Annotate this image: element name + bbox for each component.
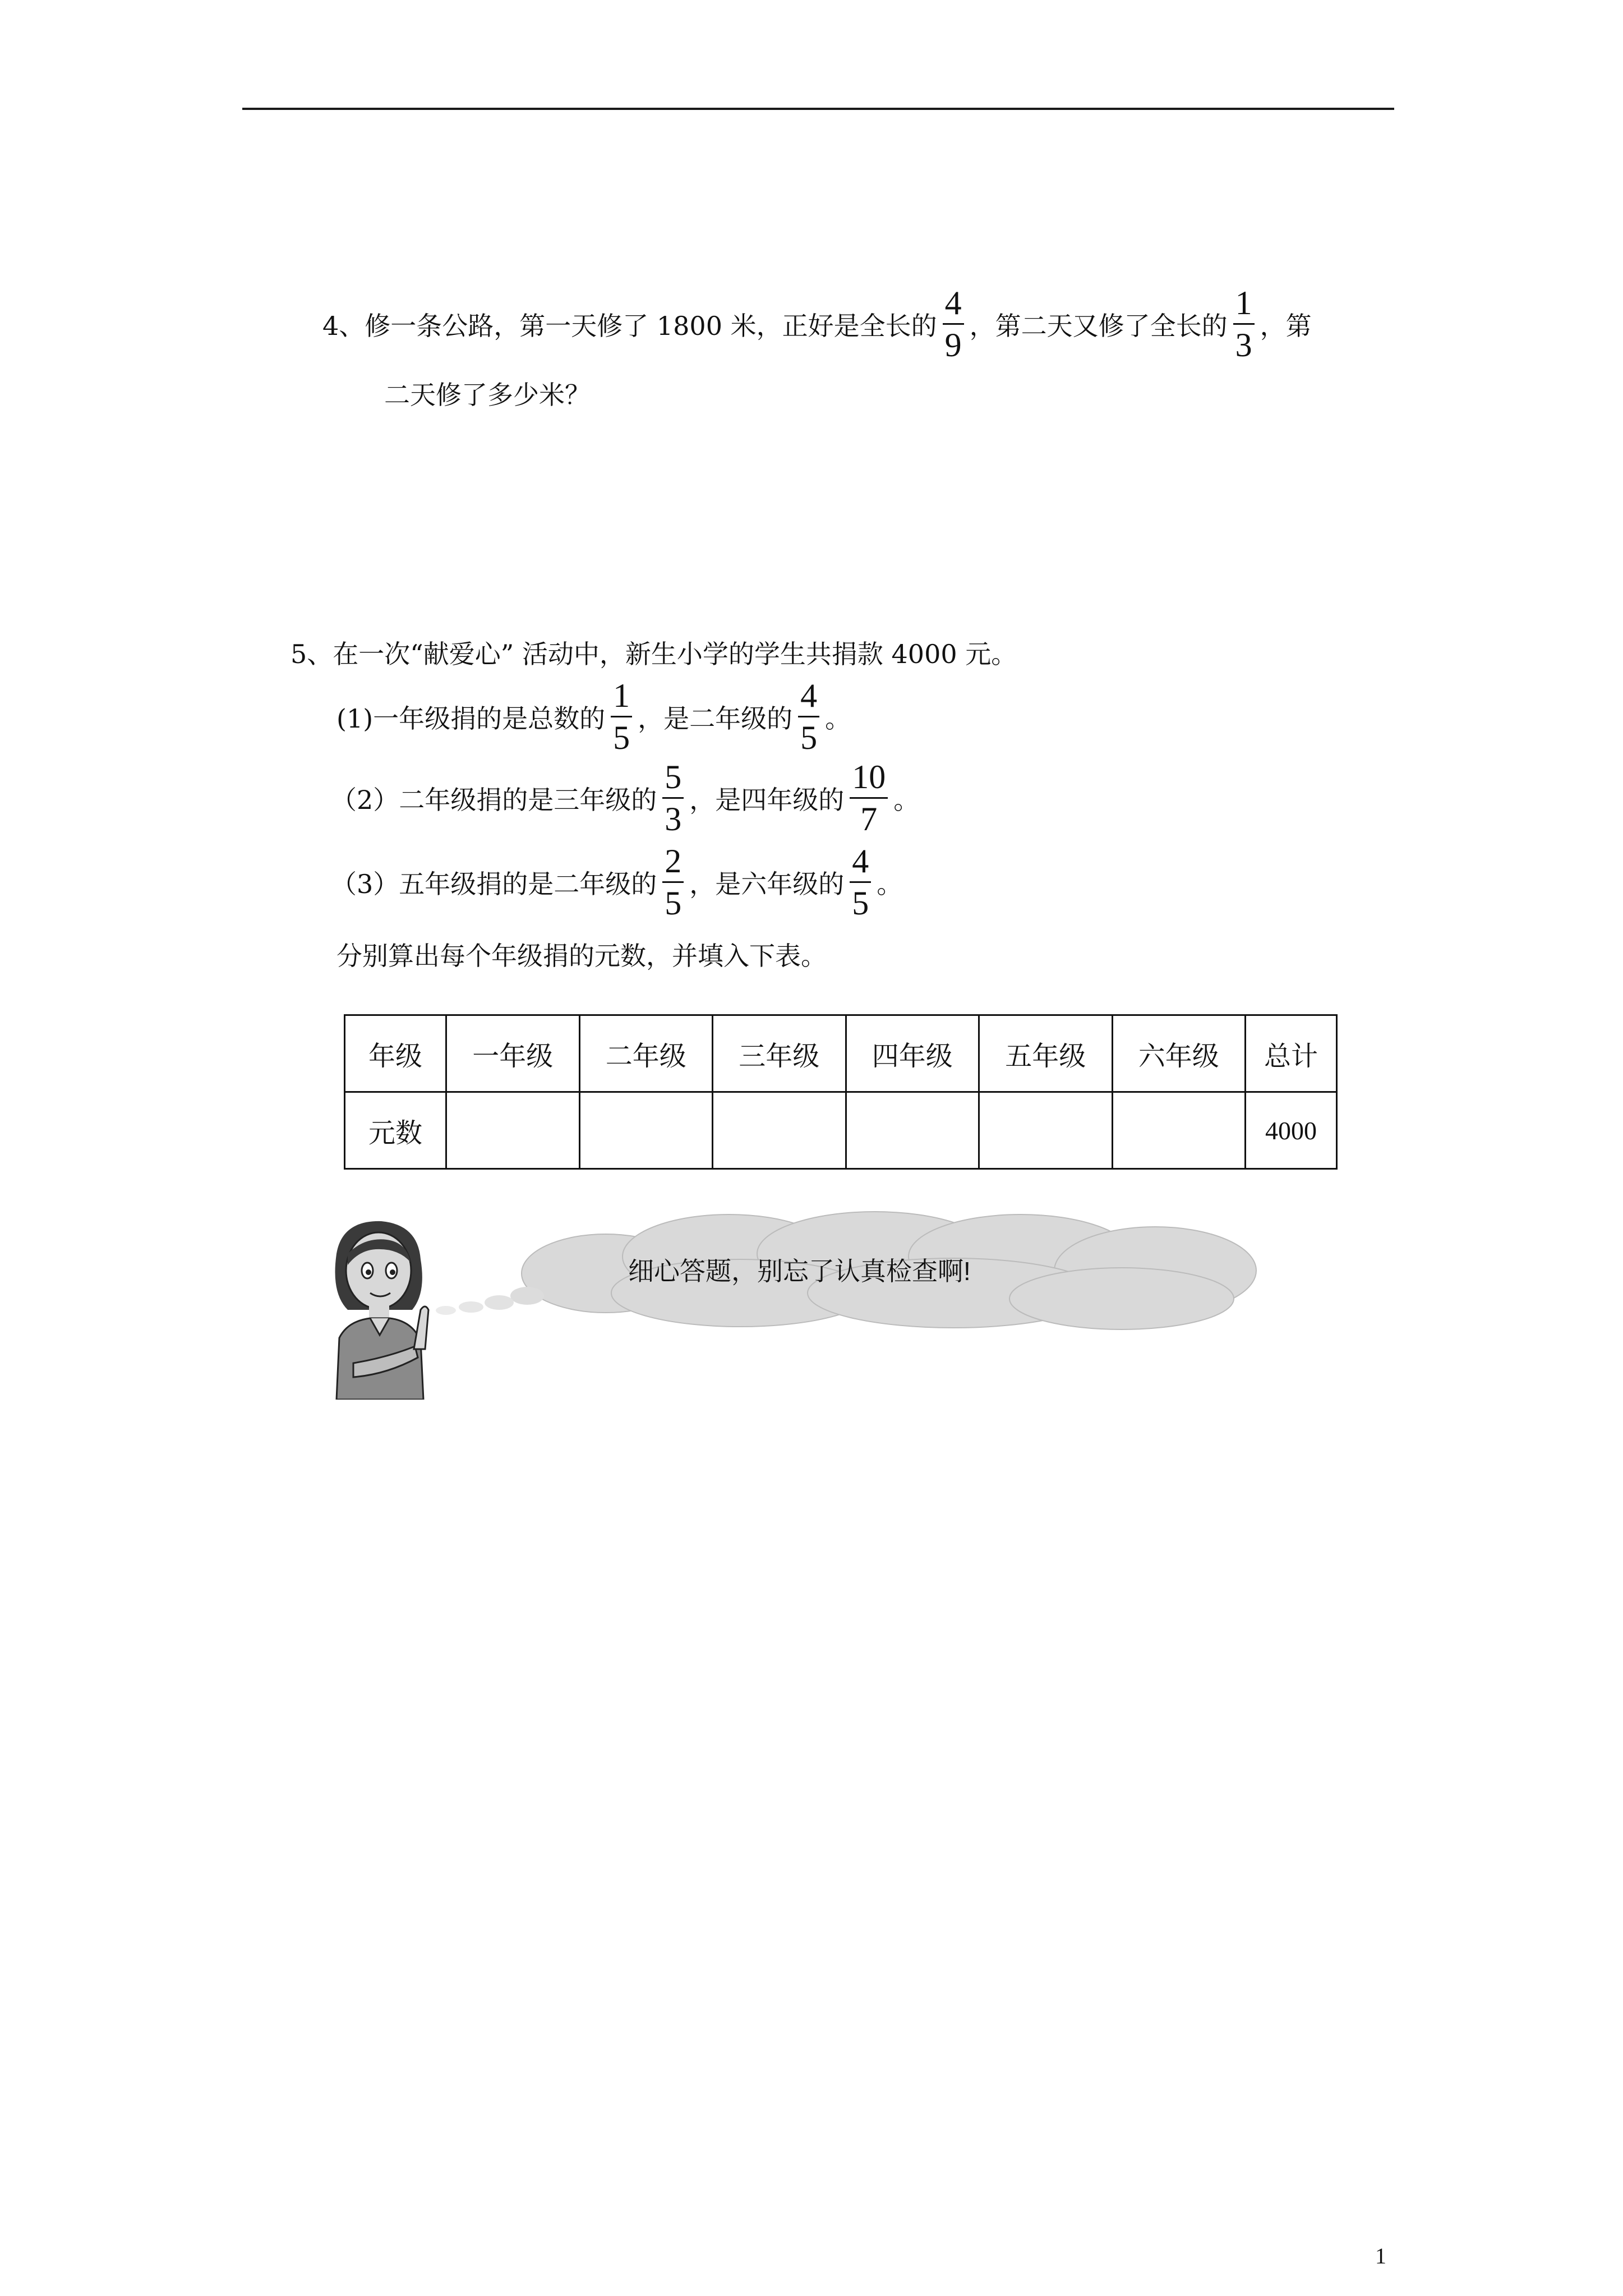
fraction-denominator: 5 [800, 719, 818, 756]
table-header-cell: 四年级 [846, 1015, 979, 1092]
answer-cell[interactable] [846, 1092, 979, 1169]
fraction-denominator: 5 [613, 719, 630, 756]
fraction-denominator: 3 [665, 800, 682, 838]
page-number: 1 [1375, 2243, 1386, 2269]
table-header-cell: 一年级 [446, 1015, 580, 1092]
answer-cell[interactable] [1112, 1092, 1246, 1169]
fraction-numerator: 1 [613, 677, 630, 714]
donation-table [344, 1014, 1338, 1170]
thought-bubble-trail [432, 1279, 544, 1318]
fraction-numerator: 2 [665, 843, 682, 880]
fraction-numerator: 4 [852, 843, 869, 880]
question-5-part-1 [336, 679, 851, 754]
question-4-line-1 [322, 286, 1312, 362]
question-5-intro: 5、在一次“献爱心” 活动中，新生小学的学生共捐款 4000 元。 [291, 639, 1017, 669]
q4-text-c: ，第 [1260, 310, 1312, 341]
fraction-denominator: 3 [1235, 326, 1252, 364]
fraction [662, 844, 684, 920]
answer-cell[interactable] [446, 1092, 580, 1169]
fraction-denominator: 7 [860, 800, 878, 838]
part-text: （2）二年级捐的是三年级的 [331, 784, 657, 815]
part-text: （3）五年级捐的是二年级的 [331, 868, 657, 899]
q4-text-b: ，第二天又修了全长的 [969, 310, 1228, 341]
fraction-denominator: 9 [944, 326, 962, 364]
answer-cell[interactable] [713, 1092, 846, 1169]
fraction [611, 679, 632, 754]
total-cell: 4000 [1246, 1092, 1337, 1169]
q4-text-a: 4、修一条公路，第一天修了 1800 米，正好是全长的 [322, 310, 937, 341]
fraction [1233, 286, 1255, 362]
part-text: 。 [825, 703, 851, 734]
part-text: ，是二年级的 [638, 703, 793, 734]
question-5-part-2 [331, 760, 919, 836]
fraction-numerator: 1 [1235, 284, 1252, 321]
question-5-part-3 [331, 844, 902, 920]
table-row-label: 元数 [345, 1092, 446, 1169]
table-header-cell: 六年级 [1112, 1015, 1246, 1092]
part-text: 。 [893, 784, 920, 815]
fraction-denominator: 5 [852, 885, 869, 922]
table-header-cell: 总计 [1246, 1015, 1337, 1092]
cartoon-girl-illustration [314, 1214, 443, 1400]
answer-cell[interactable] [579, 1092, 713, 1169]
table-header-cell: 二年级 [579, 1015, 713, 1092]
part-text: 。 [877, 868, 903, 899]
table-row [345, 1092, 1337, 1169]
fraction [943, 286, 964, 362]
table-header-cell: 年级 [345, 1015, 446, 1092]
part-text: ，是四年级的 [689, 784, 845, 815]
part-text: (1)一年级捐的是总数的 [336, 703, 606, 734]
fraction-numerator: 4 [800, 677, 818, 714]
fraction-numerator: 10 [852, 758, 886, 795]
fraction-denominator: 5 [665, 885, 682, 922]
fraction [662, 760, 684, 836]
part-text: ，是六年级的 [689, 868, 845, 899]
table-header-row [345, 1015, 1337, 1092]
fraction [850, 844, 871, 920]
question-5-instruction: 分别算出每个年级捐的元数，并填入下表。 [336, 941, 827, 971]
header-rule [242, 108, 1394, 110]
fraction [798, 679, 819, 754]
table-header-cell: 三年级 [713, 1015, 846, 1092]
table-header-cell: 五年级 [979, 1015, 1113, 1092]
answer-cell[interactable] [979, 1092, 1113, 1169]
question-4-line-2: 二天修了多少米？ [384, 380, 591, 410]
fraction [850, 760, 888, 836]
reminder-text: 细心答题，别忘了认真检查啊! [628, 1257, 971, 1286]
fraction-numerator: 4 [944, 284, 962, 321]
fraction-numerator: 5 [665, 758, 682, 795]
